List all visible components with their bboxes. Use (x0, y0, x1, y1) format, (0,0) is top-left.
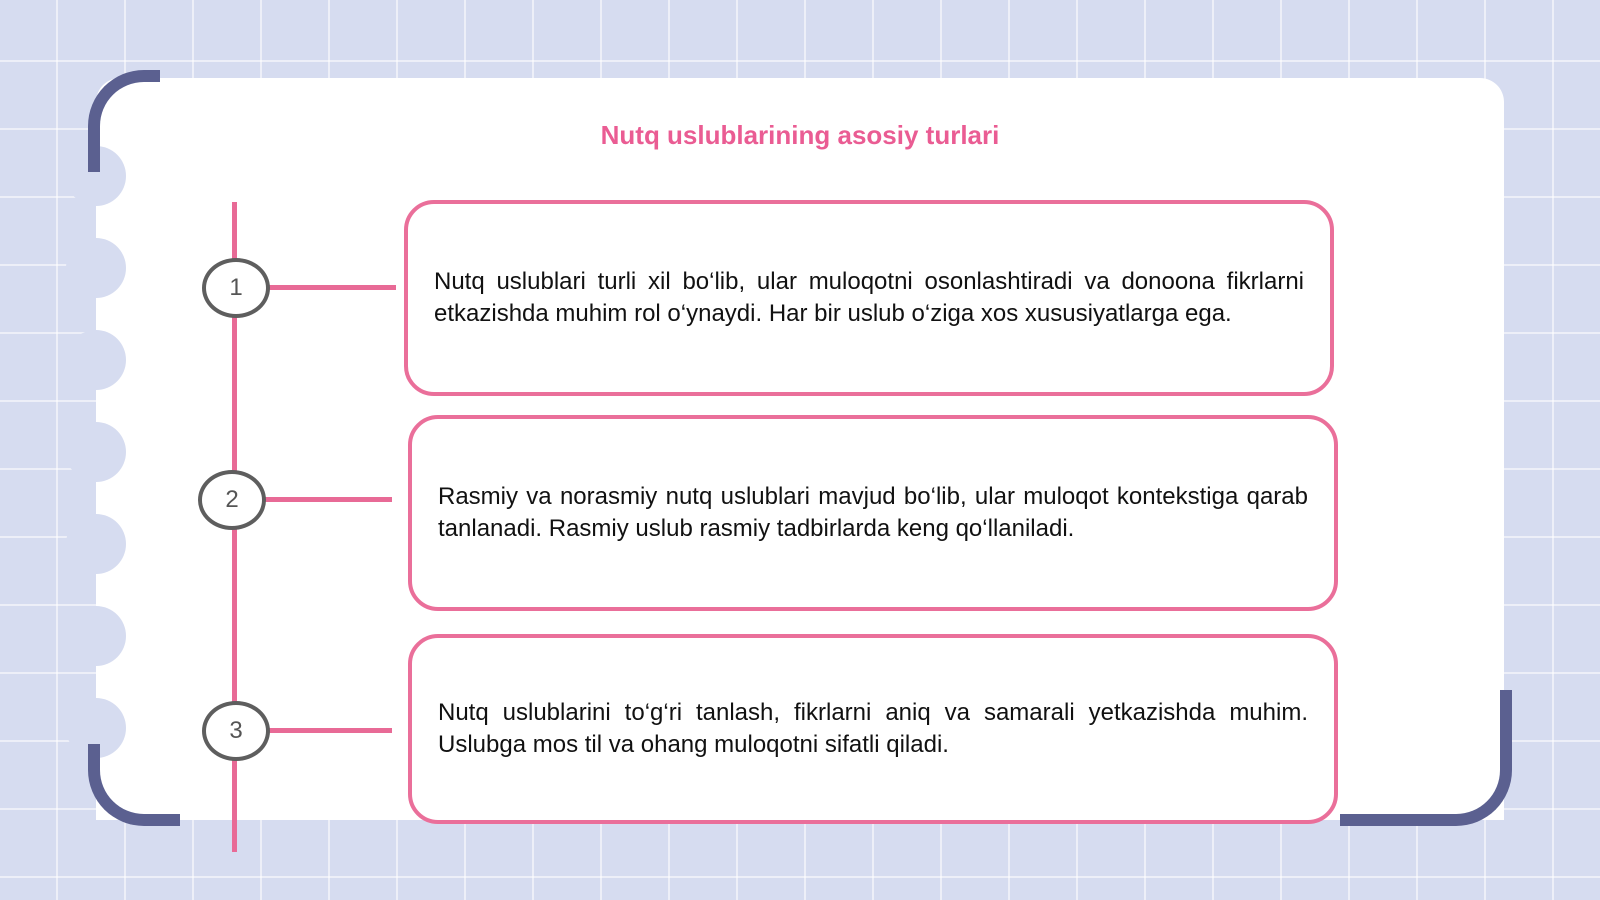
notebook-scallop (66, 238, 126, 298)
notebook-scallop (66, 330, 126, 390)
step-number: 1 (229, 274, 243, 301)
step-description: Rasmiy va norasmiy nutq uslublari mavjud bo‘lib, ular muloqot kontekstiga qarab tanlanadi. Rasmiy uslub rasmiy tadbirlarda keng qo‘llaniladi. (438, 483, 1308, 542)
step-card (404, 200, 1334, 396)
notebook-scallop (66, 606, 126, 666)
corner-bracket-bottom-right (1340, 690, 1512, 826)
step-connector (262, 285, 396, 290)
notebook-scallop (66, 422, 126, 482)
step-card (408, 634, 1338, 824)
step-description: Nutq uslublari turli xil bo‘lib, ular muloqotni osonlashtiradi va donoona fikrlarni etkazishda muhim rol o‘ynaydi. Har bir uslub o‘ziga xos xususiyatlarga ega. (434, 268, 1304, 327)
step-number: 3 (229, 717, 243, 744)
step-description: Nutq uslublarini to‘g‘ri tanlash, fikrlarni aniq va samarali yetkazishda muhim. Uslubga mos til va ohang muloqotni sifatli qiladi. (438, 699, 1308, 758)
notebook-scallop (66, 514, 126, 574)
step-number: 2 (225, 486, 239, 513)
step-number-circle (198, 470, 266, 530)
step-number-circle (202, 701, 270, 761)
step-number-circle (202, 258, 270, 318)
step-connector (262, 497, 392, 502)
step-card (408, 415, 1338, 611)
step-connector (262, 728, 392, 733)
slide-title: Nutq uslublarining asosiy turlari (600, 120, 1000, 150)
